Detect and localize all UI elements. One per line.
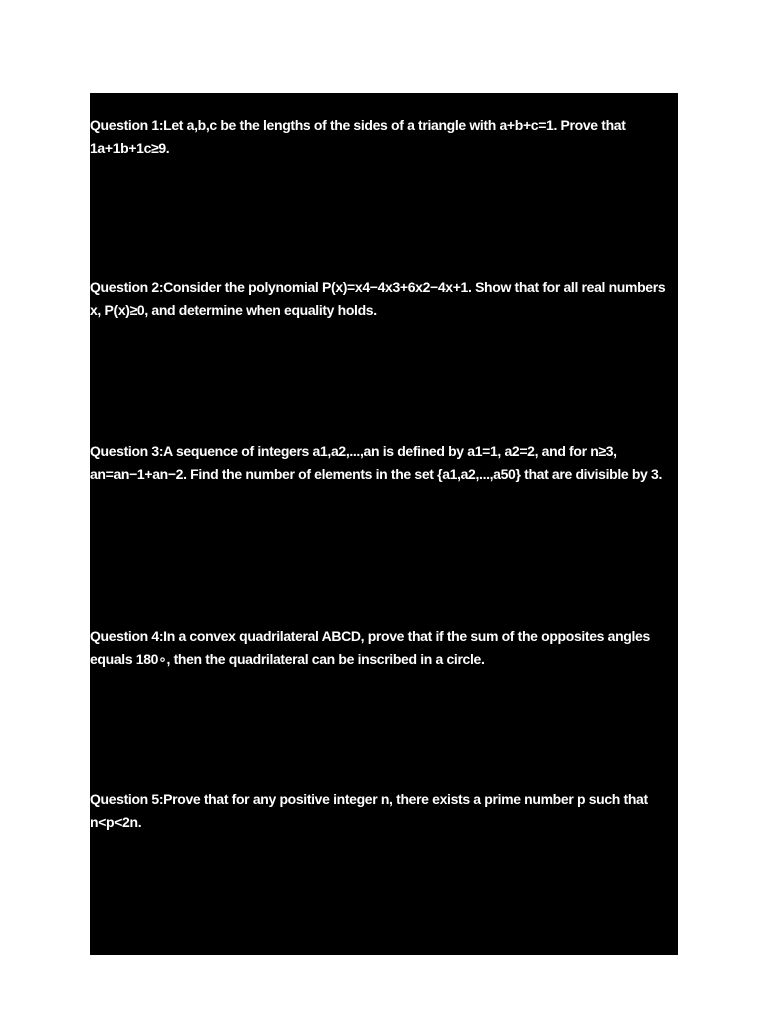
question-2 bbox=[90, 276, 678, 322]
document-page bbox=[90, 93, 678, 955]
question-4-label: Question 4: bbox=[90, 628, 164, 644]
question-3-label: Question 3: bbox=[90, 443, 164, 459]
question-2-label: Question 2: bbox=[90, 279, 164, 295]
question-1 bbox=[90, 114, 678, 160]
question-2-text: Consider the polynomial P(x)=x4−4x3+6x2−4x+1. Show that for all real numbers x, P(x)≥0, and determine when equality holds. bbox=[90, 279, 666, 318]
question-4-text: In a convex quadrilateral ABCD, prove that if the sum of the opposites angles equals 180∘, then the quadrilateral can be inscribed in a circle. bbox=[90, 628, 650, 667]
question-1-text: Let a,b,c be the lengths of the sides of a triangle with a+b+c=1. Prove that 1a+1b+1c≥9. bbox=[90, 117, 626, 156]
question-5-label: Question 5: bbox=[90, 791, 164, 807]
question-3-text: A sequence of integers a1,a2,...,an is defined by a1=1, a2=2, and for n≥3, an=an−1+an−2. Find the number of elements in the set {a1,a2,...,a50} that are divisible by 3. bbox=[90, 443, 663, 482]
question-5-text: Prove that for any positive integer n, there exists a prime number p such that n<p<2n. bbox=[90, 791, 648, 830]
question-3 bbox=[90, 440, 678, 486]
question-5 bbox=[90, 788, 678, 834]
question-4 bbox=[90, 625, 678, 671]
question-1-label: Question 1: bbox=[90, 117, 164, 133]
